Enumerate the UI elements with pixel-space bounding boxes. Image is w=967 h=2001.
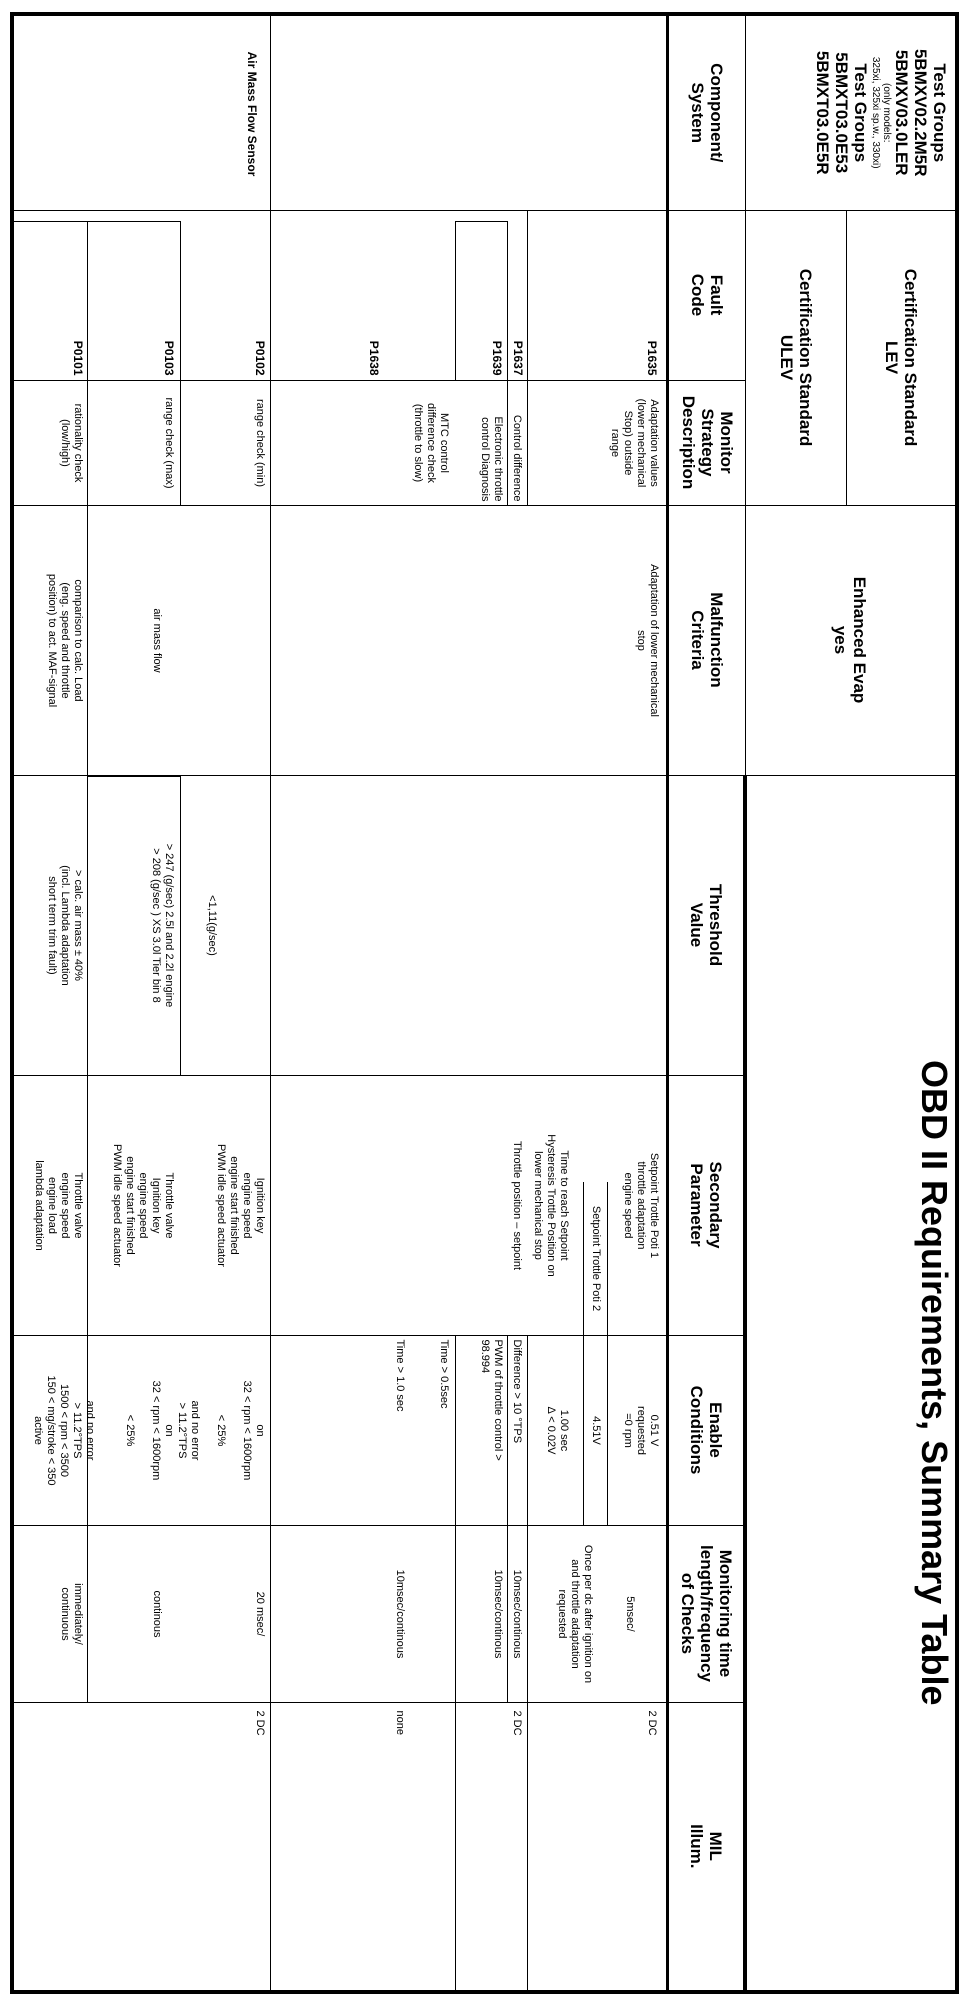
fault-p1639: P1639 xyxy=(490,340,505,376)
test-groups-1-label: Test Groups xyxy=(930,63,949,163)
secondary-p0101: Throttle valve engine speed engine load lambda adaptation xyxy=(33,1160,85,1251)
time-p0101: immediately/ continuous xyxy=(59,1583,85,1645)
mil-column xyxy=(13,1702,669,1992)
test-groups-header xyxy=(746,14,958,210)
mil-p1637: 2 DC xyxy=(511,1710,524,1736)
enable-p0103: and no error > 11.2°TPS on 32 < rpm < 1600rpm < 25% xyxy=(124,1380,202,1481)
cert-lev-cell xyxy=(847,210,958,505)
secondary-column xyxy=(13,1075,669,1335)
enable-column xyxy=(13,1335,669,1525)
test-groups-2-label: Test Groups xyxy=(851,63,870,163)
col-threshold: Threshold Value xyxy=(668,775,746,1075)
col-monitor: Monitor Strategy Description xyxy=(668,380,746,505)
malfunction-column xyxy=(13,505,669,775)
fault-p1638: P1638 xyxy=(367,340,382,376)
fault-p0102: P0102 xyxy=(253,340,268,376)
evap-cell xyxy=(746,505,958,775)
col-secondary: Secondary Parameter xyxy=(668,1075,746,1335)
enable-p1638-2: Time > 1.0 sec xyxy=(394,1339,407,1412)
monitor-column xyxy=(13,380,669,505)
evap-label: Enhanced Evap xyxy=(850,576,870,704)
malfunction-p0102: air mass flow xyxy=(151,608,164,673)
cert-lev-label: Certification Standard xyxy=(901,268,920,447)
col-component: Component/ System xyxy=(668,14,746,210)
secondary-p1635-1: Setpoint Trottle Poti 1 throttle adaptation engine speed xyxy=(622,1152,661,1259)
monitor-p0103: range check (max) xyxy=(163,397,176,489)
enable-p1635-2: 4.51V xyxy=(590,1416,603,1445)
monitor-p1635: Adaptation values (lower mechanical Stop) outside range xyxy=(609,398,661,488)
threshold-p0101: > calc. air mass ± 40% (incl. Lambda adaptation short term trim fault) xyxy=(46,865,85,986)
monitor-p0101: rationality check (low/high) xyxy=(59,403,85,483)
secondary-p0102: Ignition key engine speed engine start finished PWM idle speed actuator xyxy=(215,1144,267,1267)
time-p0103: continous xyxy=(151,1590,164,1638)
test-groups-2-code-2: 5BMXT03.0E5R xyxy=(813,50,832,175)
time-p1635-1: 5msec/ xyxy=(624,1596,637,1632)
time-p1635-2: Once per dc after ignition on and throttle adaptation requested xyxy=(556,1544,595,1684)
col-time: Monitoring time length/frequency of Checks xyxy=(668,1525,746,1702)
component-column xyxy=(13,14,669,210)
fault-p0101: P0101 xyxy=(71,340,86,376)
test-groups-1-note: (only models: 325xi, 325xi sp.w., 330xi) xyxy=(870,56,892,169)
threshold-column xyxy=(13,775,669,1075)
malfunction-p0101: comparison to calc. Load (eng. speed and throttle position) to act. MAF-signal xyxy=(46,573,85,708)
monitor-p0102: range check (min) xyxy=(254,398,267,488)
secondary-p1635-2: Setpoint Trottle Poti 2 xyxy=(590,1205,603,1312)
col-enable: Enable Conditions xyxy=(668,1335,746,1525)
cert-ulev-label: Certification Standard xyxy=(796,268,815,447)
mil-p0102: 2 DC xyxy=(254,1710,267,1736)
secondary-p1635-3: Time to reach Setpoint Hysteresis Trottle Position on lower mechanical stop xyxy=(532,1134,571,1277)
col-malfunction: Malfunction Criteria xyxy=(668,505,746,775)
cert-ulev-value: ULEV xyxy=(777,334,796,381)
enable-p0101: and no error > 11.2°TPS 1500 < rpm < 3500 150 < mg/stroke < 350 active xyxy=(32,1375,97,1486)
enable-p1637: Difference > 10 °TPS xyxy=(511,1339,524,1444)
time-p1639: 10msec/continous xyxy=(492,1569,505,1659)
fault-p1637: P1637 xyxy=(511,340,526,376)
time-p1638: 10msec/continous xyxy=(394,1569,407,1659)
cert-ulev-cell xyxy=(746,210,847,505)
monitor-p1639: Electronic throttle control Diagnosis xyxy=(479,416,505,502)
enable-p0102: on 32 < rpm < 1600rpm < 25% xyxy=(215,1380,267,1481)
secondary-p1637: Throttle position – setpoint xyxy=(511,1140,524,1271)
monitor-p1638: MTC control difference check (throttle to slow) xyxy=(412,403,451,483)
fault-p1635: P1635 xyxy=(645,340,660,376)
test-groups-1-code-2: 5BMXV03.0LER xyxy=(892,49,911,176)
col-fault-code: Fault Code xyxy=(668,210,746,380)
monitor-p1637: Control difference xyxy=(511,414,524,502)
col-mil: MIL Illum. xyxy=(668,1702,746,1992)
evap-value: yes xyxy=(831,625,851,655)
enable-p1639: PWM of throttle control > 98.994 xyxy=(479,1339,505,1461)
threshold-p0103: > 247 (g/sec) 2.5l and 2.2l engine > 208 (g/sec ) XS 3.0l Tier bin 8 xyxy=(150,843,176,1008)
time-p1637: 10msec/continous xyxy=(511,1569,524,1659)
obd-summary-table xyxy=(11,12,960,1994)
threshold-p0102: <1,11(g/sec) xyxy=(206,895,219,956)
test-groups-2-code-1: 5BMXT03.0E53 xyxy=(832,52,851,174)
malfunction-p1635: Adaptation of lower mechanical stop xyxy=(635,564,661,717)
mil-p1638: none xyxy=(394,1710,407,1735)
fault-code-column xyxy=(13,210,669,380)
enable-p1638-1: Time > 0.5sec xyxy=(438,1339,451,1409)
test-groups-1-code-1: 5BMXV02.2M5R xyxy=(911,48,930,177)
time-p0102: 20 msec/ xyxy=(254,1591,267,1637)
mil-p1635: 2 DC xyxy=(646,1710,659,1736)
enable-p1635-1: 0.51 V requested =0 rpm xyxy=(622,1406,661,1455)
page-title: OBD II Requirements, Summary Table xyxy=(746,775,958,1992)
fault-p0103: P0103 xyxy=(162,340,177,376)
component-maf: Air Mass Flow Sensor xyxy=(245,51,260,177)
time-column xyxy=(13,1525,669,1702)
enable-p1635-3: 1.00 sec Δ < 0.02V xyxy=(545,1406,571,1455)
secondary-p0103: Throttle valve Ignition key engine speed engine start finished PWM idle speed actuator xyxy=(111,1144,176,1267)
cert-lev-value: LEV xyxy=(882,340,901,375)
